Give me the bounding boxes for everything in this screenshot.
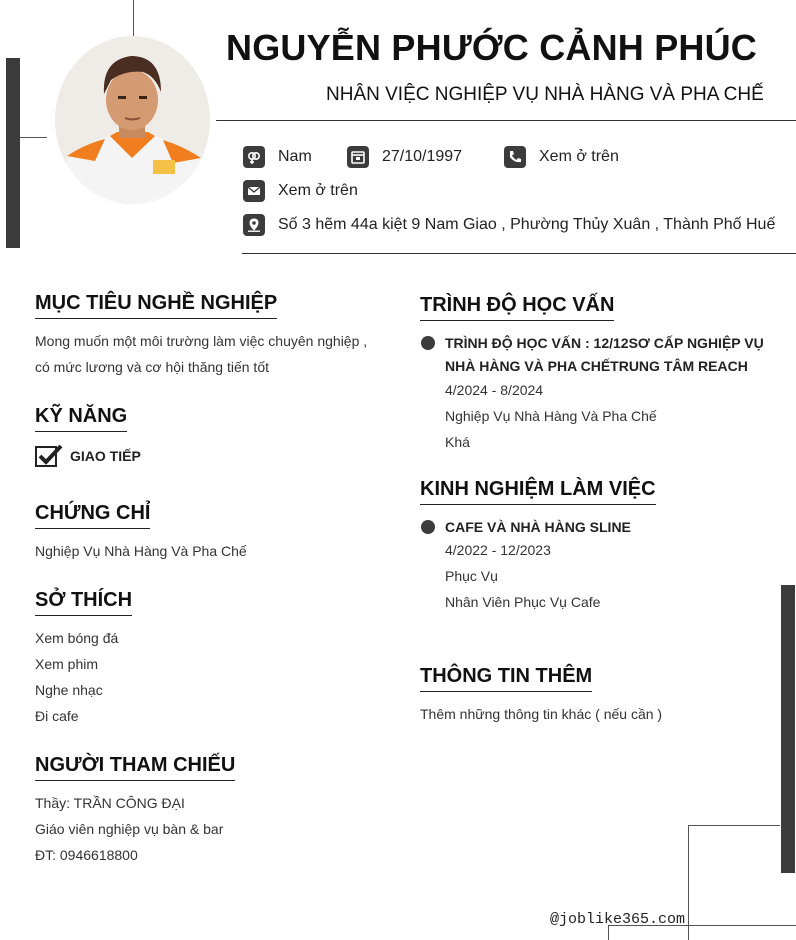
header-divider bbox=[216, 120, 796, 121]
skill-label: GIAO TIẾP bbox=[70, 448, 141, 464]
hobbies-section bbox=[35, 589, 132, 729]
contact-gender bbox=[243, 146, 312, 168]
phone-value: Xem ở trên bbox=[539, 148, 619, 165]
contact-phone bbox=[504, 146, 619, 168]
experience-section bbox=[420, 478, 656, 505]
contact-birthday bbox=[347, 146, 462, 168]
certificate-item: Nghiệp Vụ Nhà Hàng Và Pha Chế bbox=[35, 543, 247, 559]
email-value: Xem ở trên bbox=[278, 182, 358, 199]
location-pin-icon bbox=[243, 214, 265, 236]
experience-position: Phục Vụ bbox=[445, 568, 498, 584]
hobby-item: Xem phim bbox=[35, 656, 99, 672]
education-major: Nghiệp Vụ Nhà Hàng Và Pha Chế bbox=[445, 408, 657, 424]
bullet-dot-icon bbox=[421, 336, 435, 350]
experience-description: Nhân Viên Phục Vụ Cafe bbox=[445, 594, 601, 610]
left-divider-line bbox=[20, 137, 47, 138]
additional-text: Thêm những thông tin khác ( nếu cần ) bbox=[420, 706, 663, 722]
hobbies-title: SỞ THÍCH bbox=[35, 589, 132, 616]
skills-title: KỸ NĂNG bbox=[35, 405, 127, 432]
reference-line: ĐT: 0946618800 bbox=[35, 847, 138, 863]
education-grade: Khá bbox=[445, 434, 470, 450]
contact-email bbox=[243, 180, 358, 202]
additional-section bbox=[420, 665, 662, 727]
candidate-name: NGUYỄN PHƯỚC CẢNH PHÚC bbox=[226, 27, 758, 68]
left-accent-bar bbox=[6, 58, 20, 248]
hobby-item: Nghe nhạc bbox=[35, 682, 103, 698]
education-section bbox=[420, 294, 614, 321]
experience-title: KINH NGHIỆM LÀM VIỆC bbox=[420, 478, 656, 505]
certificates-title: CHỨNG CHỈ bbox=[35, 502, 150, 529]
hobby-item: Đi cafe bbox=[35, 708, 79, 724]
checkbox-checked-icon bbox=[35, 444, 63, 468]
references-section bbox=[35, 754, 235, 868]
skills-section bbox=[35, 405, 127, 432]
education-heading: NHÀ HÀNG VÀ PHA CHẾTRUNG TÂM REACH bbox=[445, 358, 748, 374]
contact-divider bbox=[242, 253, 796, 254]
education-title: TRÌNH ĐỘ HỌC VẤN bbox=[420, 294, 614, 321]
skill-item bbox=[35, 444, 141, 468]
objective-section bbox=[35, 292, 367, 380]
objective-line-1: Mong muốn một môi trường làm việc chuyên nghiệp , bbox=[35, 333, 368, 349]
gender-value: Nam bbox=[278, 148, 312, 165]
additional-title: THÔNG TIN THÊM bbox=[420, 665, 592, 692]
education-entry bbox=[445, 332, 765, 455]
objective-title: MỤC TIÊU NGHỀ NGHIỆP bbox=[35, 292, 277, 319]
watermark: @joblike365.com bbox=[550, 911, 686, 928]
gender-icon bbox=[243, 146, 265, 168]
right-accent-bar bbox=[781, 585, 795, 873]
top-divider-line bbox=[133, 0, 134, 36]
reference-line: Giáo viên nghiệp vụ bàn & bar bbox=[35, 821, 224, 837]
calendar-icon bbox=[347, 146, 369, 168]
experience-entry bbox=[445, 516, 631, 615]
corner-frame bbox=[688, 825, 780, 940]
birthday-value: 27/10/1997 bbox=[382, 148, 463, 165]
education-period: 4/2024 - 8/2024 bbox=[445, 382, 544, 398]
experience-period: 4/2022 - 12/2023 bbox=[445, 542, 551, 558]
experience-company: CAFE VÀ NHÀ HÀNG SLINE bbox=[445, 519, 631, 535]
envelope-icon bbox=[243, 180, 265, 202]
hobby-item: Xem bóng đá bbox=[35, 630, 119, 646]
references-title: NGƯỜI THAM CHIẾU bbox=[35, 754, 235, 781]
job-title: NHÂN VIỆC NGHIỆP VỤ NHÀ HÀNG VÀ PHA CHẾ bbox=[326, 84, 764, 105]
objective-line-2: có mức lương và cơ hội thăng tiến tốt bbox=[35, 359, 269, 375]
bullet-dot-icon bbox=[421, 520, 435, 534]
contact-address bbox=[243, 214, 775, 236]
certificates-section bbox=[35, 502, 247, 564]
phone-icon bbox=[504, 146, 526, 168]
address-value: Số 3 hẽm 44a kiệt 9 Nam Giao , Phường Thủy Xuân , Thành Phố Huế bbox=[278, 216, 776, 233]
avatar bbox=[55, 36, 210, 204]
reference-line: Thầy: TRẦN CÔNG ĐẠI bbox=[35, 795, 185, 811]
education-heading: TRÌNH ĐỘ HỌC VẤN : 12/12SƠ CẤP NGHIỆP VỤ bbox=[445, 335, 764, 351]
